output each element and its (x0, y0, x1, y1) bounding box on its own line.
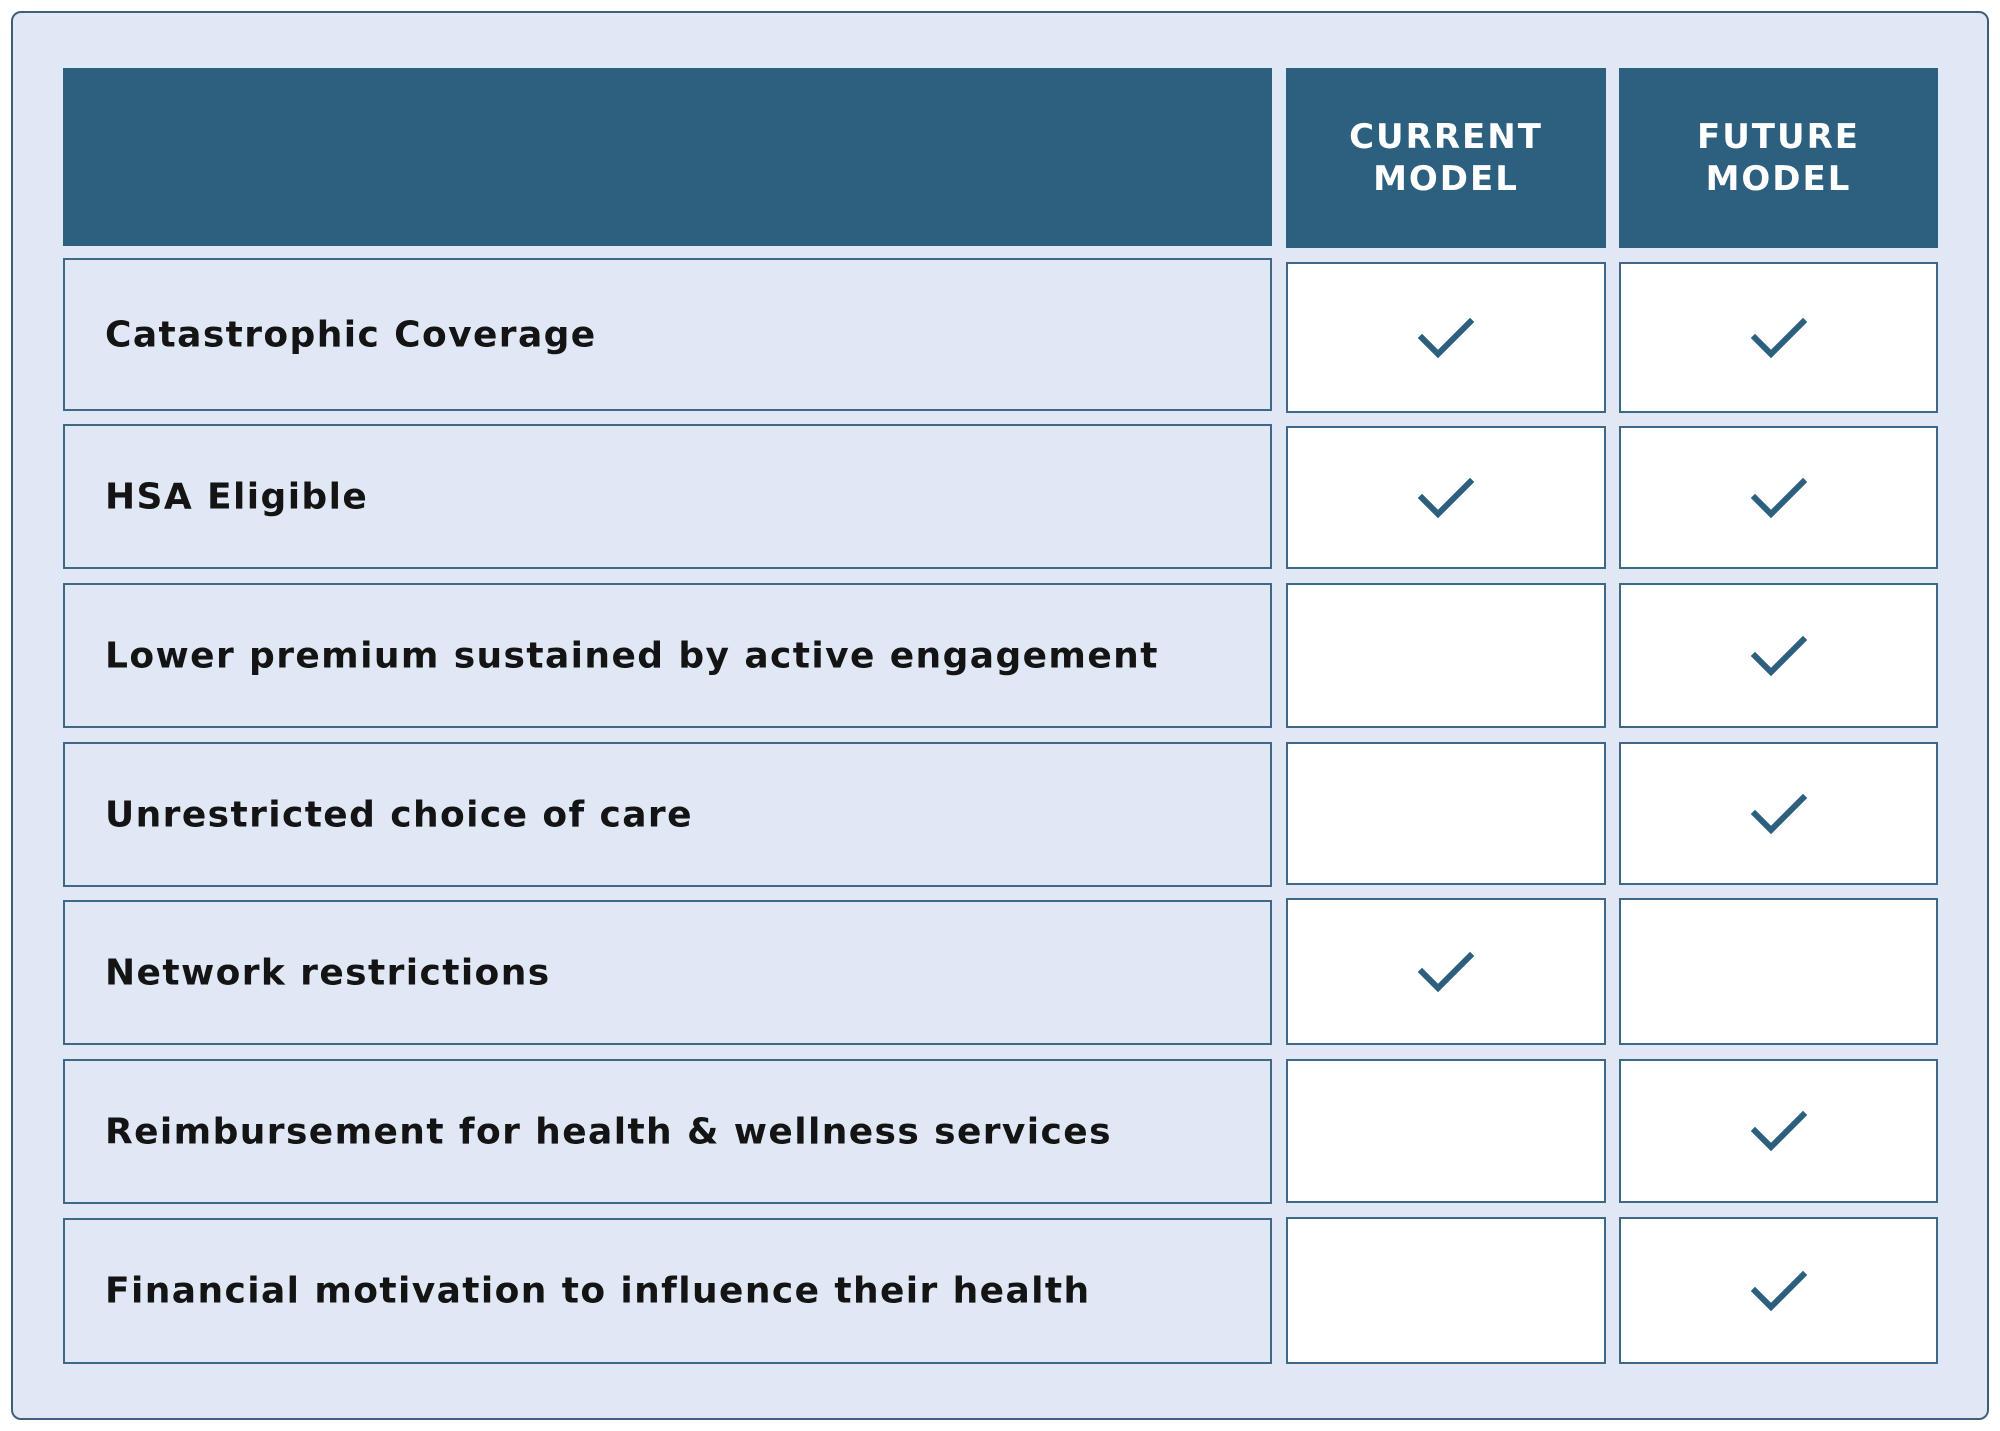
row-label: Unrestricted choice of care (105, 794, 693, 835)
table-row (63, 424, 1272, 569)
checkmark-icon (1751, 634, 1807, 678)
row-label: Reimbursement for health & wellness services (105, 1111, 1112, 1152)
checkmark-icon (1751, 316, 1807, 360)
current-model-cell (1286, 262, 1606, 413)
header-current-model (1286, 68, 1606, 248)
table-row (63, 258, 1272, 411)
table-row (63, 583, 1272, 728)
row-label: HSA Eligible (105, 476, 369, 517)
checkmark-icon (1418, 316, 1474, 360)
table-row (63, 1218, 1272, 1364)
future-model-cell (1619, 583, 1938, 728)
future-model-cell (1619, 426, 1938, 569)
future-model-cell (1619, 1217, 1938, 1364)
checkmark-icon (1751, 1109, 1807, 1153)
row-label: Network restrictions (105, 952, 551, 993)
future-model-cell (1619, 262, 1938, 413)
current-model-cell (1286, 742, 1606, 885)
row-label: Catastrophic Coverage (105, 314, 597, 355)
future-model-cell (1619, 898, 1938, 1045)
current-model-cell (1286, 1217, 1606, 1364)
header-current-model-label: CURRENT MODEL (1349, 117, 1543, 199)
future-model-cell (1619, 742, 1938, 885)
checkmark-icon (1751, 792, 1807, 836)
checkmark-icon (1418, 950, 1474, 994)
checkmark-icon (1418, 476, 1474, 520)
row-label: Lower premium sustained by active engagement (105, 635, 1159, 676)
checkmark-icon (1751, 476, 1807, 520)
current-model-cell (1286, 1059, 1606, 1203)
current-model-cell (1286, 583, 1606, 728)
table-row (63, 900, 1272, 1045)
current-model-cell (1286, 426, 1606, 569)
checkmark-icon (1751, 1269, 1807, 1313)
header-blank-cell (63, 68, 1272, 246)
header-future-model (1619, 68, 1938, 248)
table-row (63, 1059, 1272, 1204)
current-model-cell (1286, 898, 1606, 1045)
table-row (63, 742, 1272, 887)
future-model-cell (1619, 1059, 1938, 1203)
header-future-model-label: FUTURE MODEL (1696, 117, 1861, 199)
row-label: Financial motivation to influence their health (105, 1270, 1091, 1312)
